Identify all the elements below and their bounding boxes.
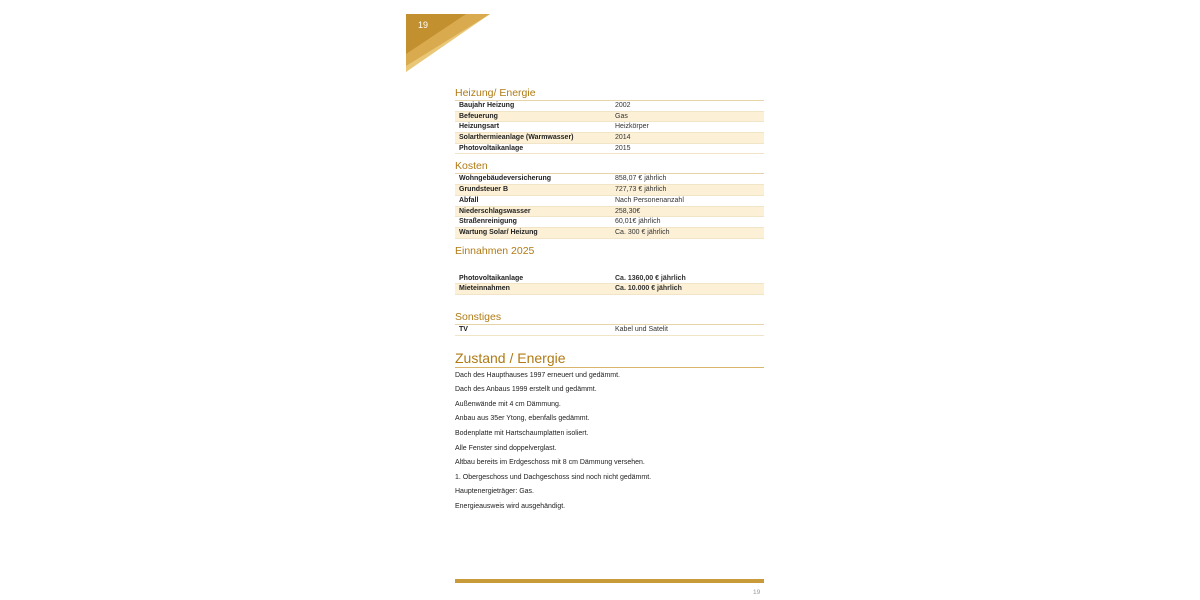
condition-line: 1. Obergeschoss und Dachgeschoss sind noch nicht gedämmt. bbox=[455, 473, 652, 481]
row-value: Kabel und Satelit bbox=[615, 325, 668, 333]
table-row bbox=[455, 101, 764, 112]
corner-page-number: 19 bbox=[418, 20, 429, 30]
table-row bbox=[455, 284, 764, 295]
table-row bbox=[455, 207, 764, 218]
row-label: Wartung Solar/ Heizung bbox=[459, 228, 538, 236]
condition-line: Altbau bereits im Erdgeschoss mit 8 cm Dämmung versehen. bbox=[455, 459, 645, 467]
condition-line: Dach des Haupthauses 1997 erneuert und gedämmt. bbox=[455, 371, 620, 379]
table-row bbox=[455, 112, 764, 123]
row-label: Photovoltaikanlage bbox=[459, 274, 524, 282]
row-label: Baujahr Heizung bbox=[459, 102, 515, 109]
row-value: 2014 bbox=[615, 134, 631, 142]
table-row bbox=[455, 122, 764, 133]
condition-line: Bodenplatte mit Hartschaumplatten isoliert. bbox=[455, 430, 589, 437]
row-label: Abfall bbox=[459, 196, 479, 204]
condition-line: Dach des Anbaus 1999 erstellt und gedämmt. bbox=[455, 386, 597, 394]
section-heading-condition: Zustand / Energie bbox=[455, 350, 764, 368]
row-value: Gas bbox=[615, 112, 628, 120]
row-label: Mieteinnahmen bbox=[459, 285, 510, 293]
row-value: 258,30€ bbox=[615, 207, 641, 215]
table-row bbox=[455, 144, 764, 155]
table-row bbox=[455, 274, 764, 285]
condition-line: Alle Fenster sind doppelverglast. bbox=[455, 444, 557, 452]
table-row bbox=[455, 174, 764, 185]
row-value: 727,73 € jährlich bbox=[615, 186, 667, 194]
row-value: Ca. 1360,00 € jährlich bbox=[615, 274, 686, 282]
condition-line: Anbau aus 35er Ytong, ebenfalls gedämmt. bbox=[455, 415, 590, 423]
section-heading-misc: Sonstiges bbox=[455, 311, 764, 325]
row-label: Straßenreinigung bbox=[459, 218, 517, 226]
table-row bbox=[455, 185, 764, 196]
row-label: Wohngebäudeversicherung bbox=[459, 175, 552, 183]
section-heading-income: Einnahmen 2025 bbox=[455, 244, 535, 257]
row-label: Heizungsart bbox=[459, 123, 500, 131]
row-value: Nach Personenanzahl bbox=[615, 196, 684, 204]
table-row bbox=[455, 217, 764, 228]
row-value: 60,01€ jährlich bbox=[615, 218, 661, 226]
row-label: Niederschlagswasser bbox=[459, 207, 531, 215]
section-heading-costs: Kosten bbox=[455, 160, 764, 174]
income-table bbox=[455, 274, 764, 295]
row-value: Ca. 10.000 € jährlich bbox=[615, 285, 682, 293]
row-label: TV bbox=[459, 325, 468, 333]
condition-list bbox=[455, 369, 764, 515]
row-value: Heizkörper bbox=[615, 123, 649, 131]
table-row bbox=[455, 325, 764, 336]
footer-divider bbox=[455, 579, 764, 583]
condition-line: Außenwände mit 4 cm Dämmung. bbox=[455, 400, 561, 408]
row-value: 2015 bbox=[615, 144, 631, 152]
condition-line: Hauptenergieträger: Gas. bbox=[455, 488, 534, 496]
row-value: 858,07 € jährlich bbox=[615, 175, 667, 183]
misc-table bbox=[455, 325, 764, 336]
section-heading-heating: Heizung/ Energie bbox=[455, 87, 764, 101]
table-row bbox=[455, 228, 764, 239]
heating-table bbox=[455, 101, 764, 154]
row-value: Ca. 300 € jährlich bbox=[615, 228, 670, 236]
footer-page-number: 19 bbox=[753, 589, 761, 596]
row-label: Photovoltaikanlage bbox=[459, 144, 524, 152]
row-value: 2002 bbox=[615, 102, 631, 109]
content-area bbox=[455, 87, 764, 515]
row-label: Befeuerung bbox=[459, 112, 498, 120]
row-label: Grundsteuer B bbox=[459, 186, 509, 194]
row-label: Solarthermieanlage (Warmwasser) bbox=[459, 134, 574, 142]
costs-table bbox=[455, 174, 764, 238]
table-row bbox=[455, 196, 764, 207]
condition-line: Energieausweis wird ausgehändigt. bbox=[455, 502, 566, 510]
table-row bbox=[455, 133, 764, 144]
